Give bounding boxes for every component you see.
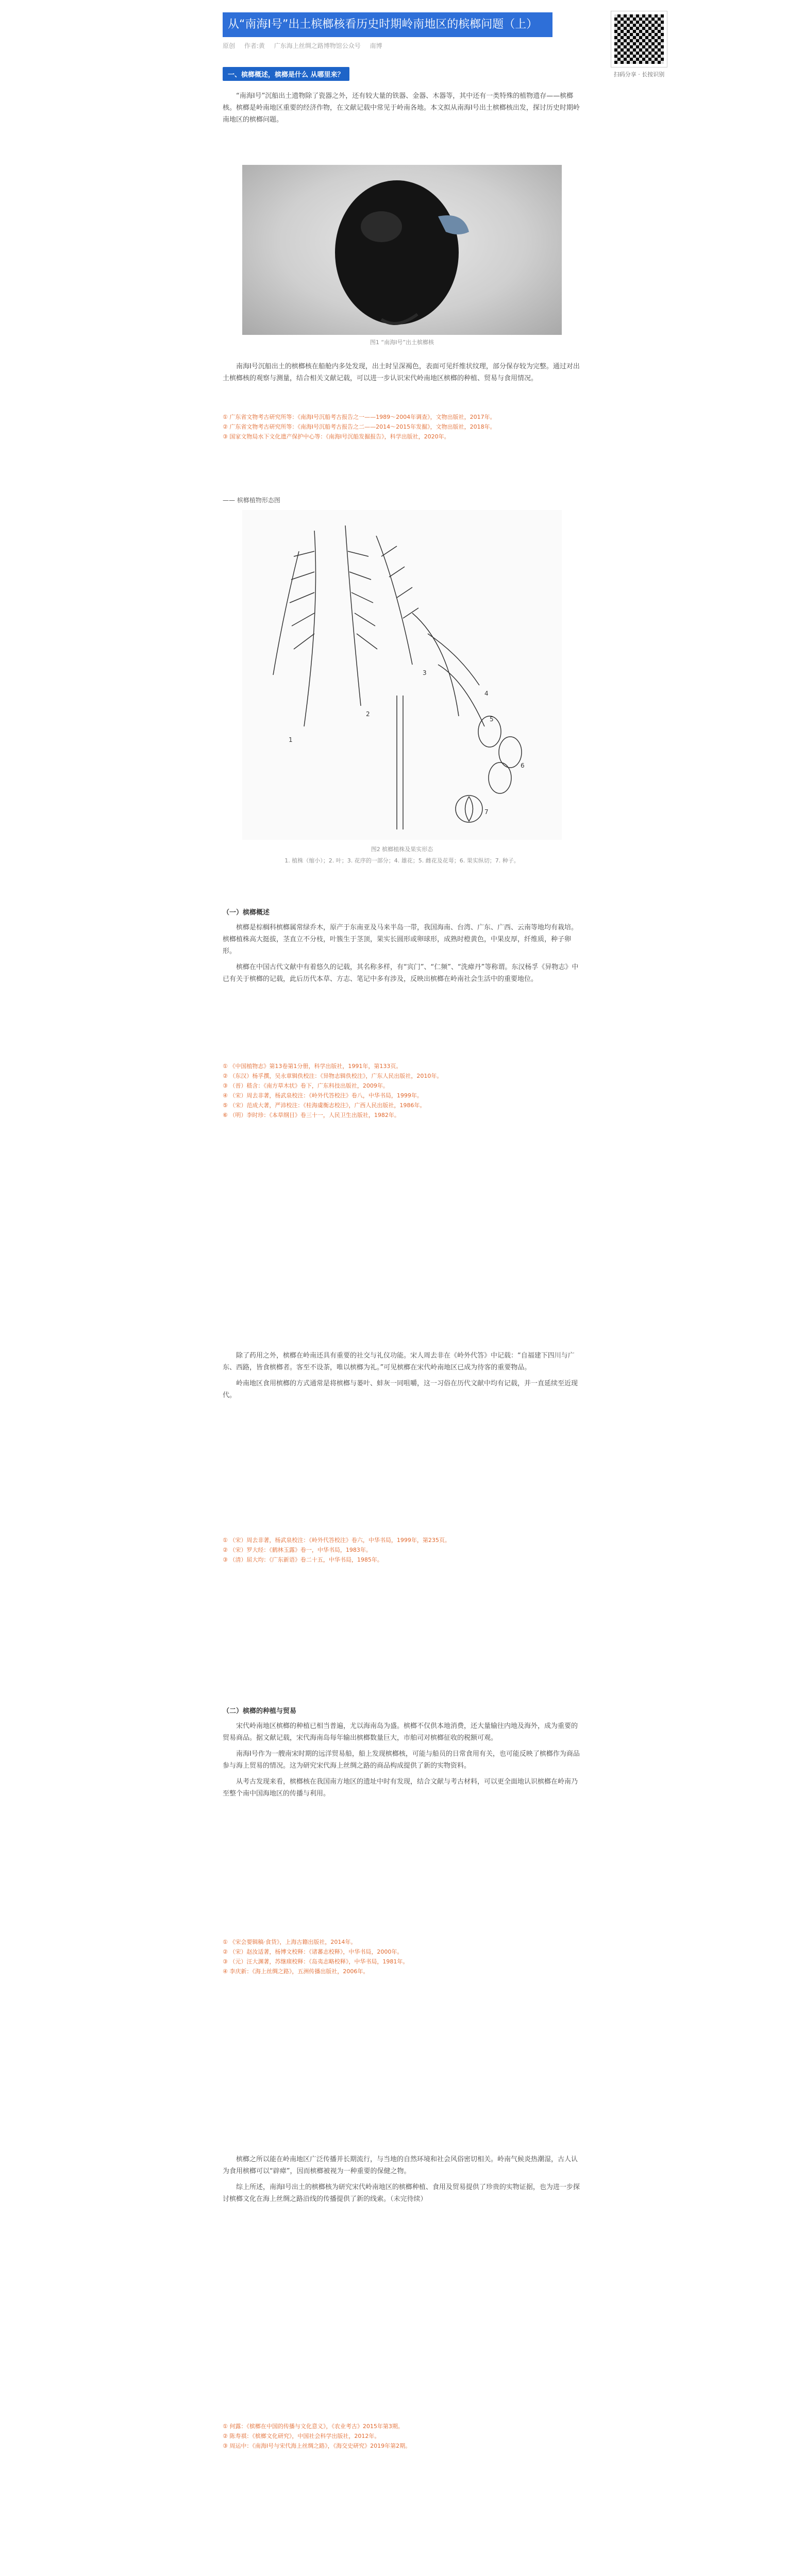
section-b (223, 1705, 581, 1800)
reference-item: ② 广东省文物考古研究所等：《南海Ⅰ号沉船考古报告之二——2014～2015年发掘》，文物出版社，2018年。 (223, 423, 496, 430)
reference-item: ⑤ （宋）范成大著，严沛校注：《桂海虞衡志校注》，广西人民出版社，1986年。 (223, 1102, 426, 1109)
areca-botanical-drawing (242, 510, 562, 840)
references-3 (223, 1535, 581, 1565)
reference-item: ② （东汉）杨孚撰，吴永章辑佚校注：《异物志辑佚校注》，广东人民出版社，2010年。 (223, 1073, 443, 1079)
reference-item: ① 广东省文物考古研究所等：《南海Ⅰ号沉船考古报告之一——1989～2004年调查》，文物出版社，2017年。 (223, 414, 496, 420)
body-paragraph: 槟榔在中国古代文献中有着悠久的记载，其名称多样，有“宾门”、“仁频”、“洗瘴丹”等称谓。东汉杨孚《异物志》中已有关于槟榔的记载，此后历代本草、方志、笔记中多有涉及，反映出槟榔在岭南社会生活中的重要地位。 (223, 963, 579, 983)
section-b-heading: （二）槟榔的种植与贸易 (223, 1707, 297, 1715)
references-1 (223, 412, 581, 442)
figure-1-caption: 图1 “南海Ⅰ号”出土槟榔核 (370, 339, 434, 346)
reference-item: ⑥ （明）李时珍：《本草纲目》卷三十一，人民卫生出版社，1982年。 (223, 1112, 400, 1118)
body-paragraph: 从考古发现来看，槟榔核在我国南方地区的遗址中时有发现，结合文献与考古材料，可以更全面地认识槟榔在岭南乃至整个南中国海地区的传播与利用。 (223, 1778, 578, 1798)
figure-2-label-text: —— 槟榔植物形态图 (223, 497, 280, 504)
svg-text:2: 2 (366, 710, 370, 718)
figure-2-label (223, 495, 581, 504)
intro-section (223, 67, 581, 126)
meta-original: 原创 (223, 42, 236, 49)
svg-text:7: 7 (484, 808, 489, 816)
reference-item: ④ 李庆新：《海上丝绸之路》，五洲传播出版社，2006年。 (223, 1968, 369, 1975)
body-paragraph: 宋代岭南地区槟榔的种植已相当普遍，尤以海南岛为盛。槟榔不仅供本地消费，还大量输往内地及海外，成为重要的贸易商品。据文献记载，宋代海南岛每年输出槟榔数量巨大，市舶司对槟榔征收的税额可观。 (223, 1722, 578, 1742)
svg-text:1: 1 (289, 736, 293, 743)
body-paragraph: 槟榔之所以能在岭南地区广泛传播并长期流行，与当地的自然环境和社会风俗密切相关。岭南气候炎热潮湿，古人认为食用槟榔可以“辟瘴”，因而槟榔被视为一种重要的保健之物。 (223, 2156, 578, 2175)
reference-item: ③ 国家文物局水下文化遗产保护中心等：《南海Ⅰ号沉船发掘报告》，科学出版社，2020年。 (223, 433, 450, 440)
qr-code-icon (611, 11, 667, 67)
meta-source: 南博 (370, 42, 382, 49)
reference-item: ① 何露：《槟榔在中国的传播与文化意义》，《农业考古》2015年第3期。 (223, 2423, 404, 2430)
body-paragraph: 综上所述，南海Ⅰ号出土的槟榔核为研究宋代岭南地区的槟榔种植、食用及贸易提供了珍贵的实物证据，也为进一步探讨槟榔文化在海上丝绸之路沿线的传播提供了新的线索。（未完待续） (223, 2183, 580, 2203)
reference-item: ③ （元）汪大渊著，苏继庼校释：《岛夷志略校释》，中华书局，1981年。 (223, 1958, 409, 1965)
section-a (223, 907, 581, 985)
figure-2 (242, 510, 562, 876)
svg-text:4: 4 (484, 690, 489, 697)
share-qr[interactable] (608, 11, 670, 78)
body-paragraph: 岭南地区食用槟榔的方式通常是将槟榔与蒌叶、蚌灰一同咀嚼，这一习俗在历代文献中均有记载，并一直延续至近现代。 (223, 1380, 578, 1399)
reference-item: ① 《中国植物志》第13卷第1分册，科学出版社，1991年，第133页。 (223, 1063, 402, 1070)
references-4 (223, 1937, 581, 1976)
share-qr-caption: 扫码分享 · 长按识别 (613, 71, 665, 78)
reference-item: ④ （宋）周去非著，杨武泉校注：《岭外代答校注》卷八，中华书局，1999年。 (223, 1092, 423, 1099)
areca-nut-illustration (242, 165, 562, 335)
body-paragraph: 南海Ⅰ号沉船出土的槟榔核在船舱内多处发现，出土时呈深褐色，表面可见纤维状纹理，部分保存较为完整。通过对出土槟榔核的观察与测量，结合相关文献记载，可以进一步认识宋代岭南地区槟榔的种植、贸易与食用情况。 (223, 363, 580, 382)
references-5 (223, 2421, 581, 2451)
reference-item: ③ （晋）嵇含：《南方草木状》卷下，广东科技出版社，2009年。 (223, 1082, 389, 1089)
reference-item: ② 陈寿祺：《槟榔文化研究》，中国社会科学出版社，2012年。 (223, 2433, 380, 2439)
reference-item: ② （宋）罗大经：《鹤林玉露》卷一，中华书局，1983年。 (223, 1547, 372, 1553)
meta-account[interactable]: 广东海上丝绸之路博物馆公众号 (274, 42, 361, 49)
body-paragraph: 槟榔是棕榈科槟榔属常绿乔木，原产于东南亚及马来半岛一带，我国海南、台湾、广东、广西、云南等地均有栽培。槟榔植株高大挺拔，茎直立不分枝，叶簇生于茎顶，果实长圆形或卵球形，成熟时橙黄色，中果皮厚，纤维质，种子卵形。 (223, 924, 578, 955)
reference-item: ① （宋）周去非著，杨武泉校注：《岭外代答校注》卷六，中华书局，1999年，第235页。 (223, 1537, 450, 1544)
section-a2 (223, 1350, 581, 1401)
section-b2 (223, 2154, 581, 2205)
svg-text:3: 3 (423, 669, 427, 676)
reference-item: ③ （清）屈大均：《广东新语》卷二十五，中华书局，1985年。 (223, 1556, 383, 1563)
reference-item: ② （宋）赵汝适著，杨博文校释：《诸蕃志校释》，中华书局，2000年。 (223, 1948, 403, 1955)
reference-item: ① 《宋会要辑稿·食货》，上海古籍出版社，2014年。 (223, 1939, 357, 1945)
article-meta (223, 41, 390, 50)
body-paragraph: 南海Ⅰ号作为一艘南宋时期的远洋贸易船，船上发现槟榔核，可能与船员的日常食用有关，也可能反映了槟榔作为商品参与海上贸易的情况。这为研究宋代海上丝绸之路的商品构成提供了新的实物资料。 (223, 1750, 580, 1770)
section-a-heading: （一）槟榔概述 (223, 909, 270, 917)
article-title: 从“南海Ⅰ号”出土槟榔核看历史时期岭南地区的槟榔问题（上） (223, 12, 552, 37)
intro-paragraph: “南海Ⅰ号”沉船出土遗物除了瓷器之外，还有较大量的铁器、金器、木器等，其中还有一类特殊的植物遗存——槟榔核。槟榔是岭南地区重要的经济作物，在文献记载中常见于岭南各地。本文拟从南海Ⅰ号出土槟榔核出发，探讨历史时期岭南地区的槟榔问题。 (223, 92, 580, 124)
figure-1 (242, 165, 562, 350)
para-2 (223, 361, 581, 384)
reference-item: ③ 周运中：《南海Ⅰ号与宋代海上丝绸之路》，《海交史研究》2019年第2期。 (223, 2443, 411, 2449)
meta-author: 作者:黄 (244, 42, 265, 49)
figure-2-caption: 图2 槟榔植株及果实形态 (371, 846, 433, 853)
figure-2-legend: 1. 植株（缩小）；2. 叶；3. 花序的一部分；4. 雄花；5. 雌花及花萼；6. 果实纵切；7. 种子。 (284, 857, 520, 864)
section-tag: 一、槟榔概述，槟榔是什么 从哪里来？ (223, 67, 349, 81)
references-2 (223, 1061, 581, 1120)
svg-text:6: 6 (521, 762, 525, 769)
svg-text:5: 5 (490, 716, 494, 723)
body-paragraph: 除了药用之外，槟榔在岭南还具有重要的社交与礼仪功能。宋人周去非在《岭外代答》中记载：“自福建下四川与广东、西路，皆食槟榔者。客至不设茶，唯以槟榔为礼。”可见槟榔在宋代岭南地区已成为待客的重要物品。 (223, 1352, 575, 1371)
areca-nut-photo (242, 165, 562, 335)
